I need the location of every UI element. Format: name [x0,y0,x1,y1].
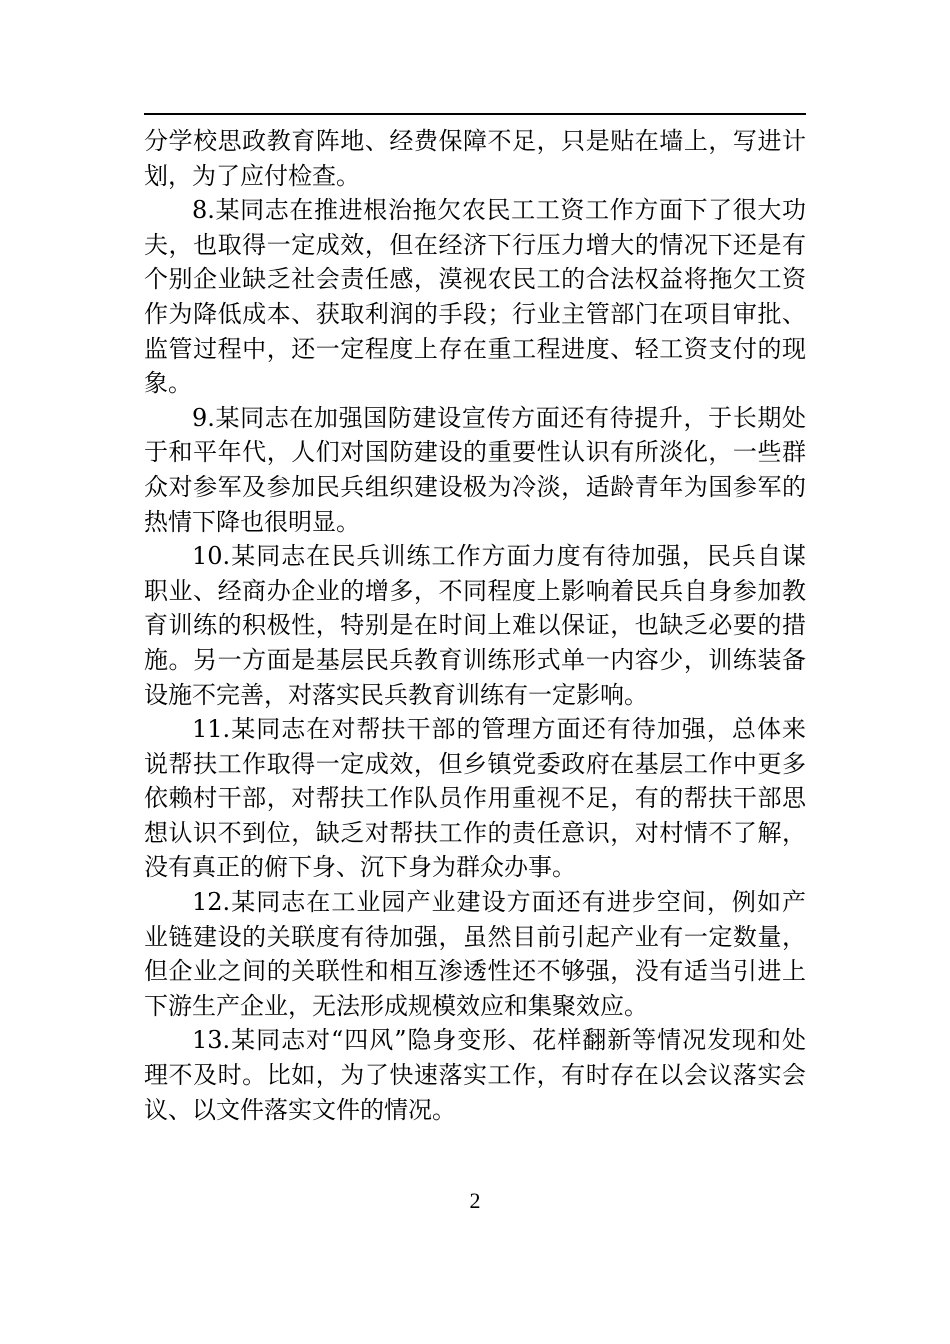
paragraph-item-8: 8.某同志在推进根治拖欠农民工工资工作方面下了很大功夫，也取得一定成效，但在经济下行压力增大的情况下还是有个别企业缺乏社会责任感，漠视农民工的合法权益将拖欠工资作为降低成本、获取利润的手段；行业主管部门在项目审批、监管过程中，还一定程度上存在重工程进度、轻工资支付的现象。 [144,196,806,398]
paragraph-item-9: 9.某同志在加强国防建设宣传方面还有待提升，于长期处于和平年代，人们对国防建设的重要性认识有所淡化，一些群众对参军及参加民兵组织建设极为冷淡，适龄青年为国参军的热情下降也很明显。 [144,403,806,536]
paragraph-item-11: 11.某同志在对帮扶干部的管理方面还有待加强，总体来说帮扶工作取得一定成效，但乡镇党委政府在基层工作中更多依赖村干部，对帮扶工作队员作用重视不足，有的帮扶干部思想认识不到位，缺乏对帮扶工作的责任意识，对村情不了解，没有真正的俯下身、沉下身为群众办事。 [144,715,806,882]
paragraph-item-12: 12.某同志在工业园产业建设方面还有进步空间，例如产业链建设的关联度有待加强，虽然目前引起产业有一定数量，但企业之间的关联性和相互渗透性还不够强，没有适当引进上下游生产企业，无法形成规模效应和集聚效应。 [144,888,806,1020]
paragraph-item-13: 13.某同志对“四风”隐身变形、花样翻新等情况发现和处理不及时。比如，为了快速落实工作，有时存在以会议落实会议、以文件落实文件的情况。 [144,1026,806,1124]
header-rule [144,113,806,115]
paragraph-continuation: 分学校思政教育阵地、经费保障不足，只是贴在墙上，写进计划，为了应付检查。 [144,127,806,190]
body-text [144,124,806,1127]
page-number: 2 [469,1188,481,1213]
paragraph-item-10: 10.某同志在民兵训练工作方面力度有待加强，民兵自谋职业、经商办企业的增多，不同程度上影响着民兵自身参加教育训练的积极性，特别是在时间上难以保证，也缺乏必要的措施。另一方面是基层民兵教育训练形式单一内容少，训练装备设施不完善，对落实民兵教育训练有一定影响。 [144,542,806,709]
